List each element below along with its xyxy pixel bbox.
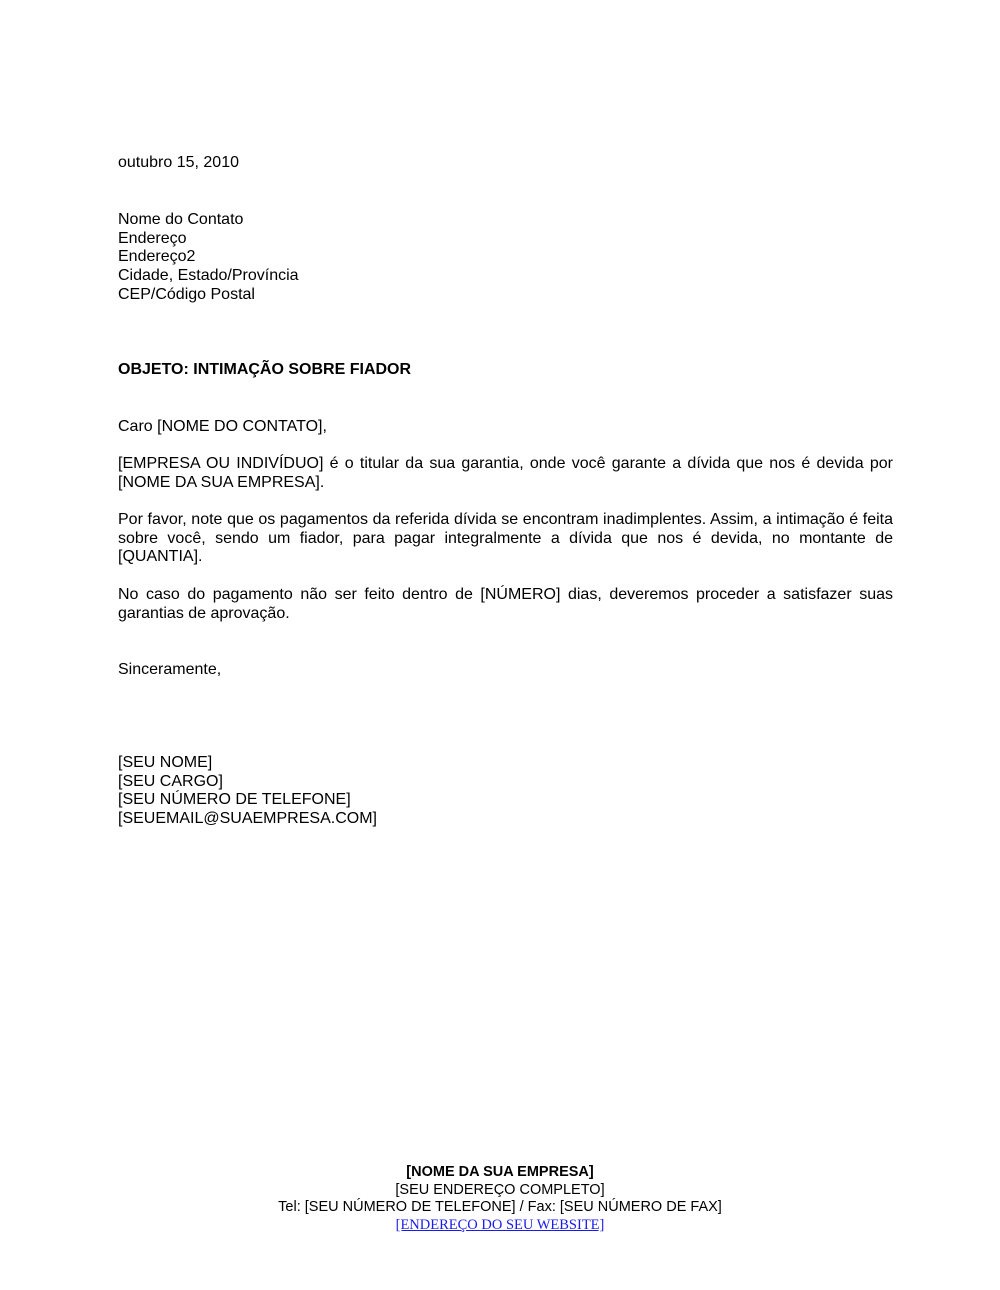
recipient-city-state: Cidade, Estado/Província [118, 267, 299, 285]
footer-company-name: [NOME DA SUA EMPRESA] [406, 1164, 594, 1180]
footer-website-link[interactable]: [ENDEREÇO DO SEU WEBSITE] [395, 1216, 605, 1233]
body-paragraph: [EMPRESA OU INDIVÍDUO] é o titular da sua garantia, onde você garante a dívida que nos é devida por [NOME DA SUA EMPRESA]. [118, 455, 893, 491]
letter-subject: OBJETO: INTIMAÇÃO SOBRE FIADOR [118, 361, 412, 378]
subject-block [118, 361, 893, 380]
footer-contact: Tel: [SEU NÚMERO DE TELEFONE] / Fax: [SEU NÚMERO DE FAX] [278, 1199, 722, 1216]
signature-title: [SEU CARGO] [118, 772, 223, 790]
recipient-postal-code: CEP/Código Postal [118, 285, 255, 303]
recipient-address-line-2: Endereço2 [118, 248, 196, 266]
signature-block [118, 754, 893, 829]
body-paragraph-2-block [118, 511, 893, 567]
letterhead-footer [0, 1164, 1000, 1234]
signature-name: [SEU NOME] [118, 754, 213, 771]
recipient-address-line-1: Endereço [118, 229, 187, 247]
closing-block [118, 661, 893, 680]
recipient-name: Nome do Contato [118, 211, 244, 228]
footer-website-row [0, 1217, 1000, 1235]
signature-phone: [SEU NÚMERO DE TELEFONE] [118, 791, 351, 809]
letter-salutation: Caro [NOME DO CONTATO], [118, 418, 327, 435]
letter-date-block [118, 154, 893, 173]
salutation-block [118, 418, 893, 437]
body-paragraph: No caso do pagamento não ser feito dentro de [NÚMERO] dias, deveremos proceder a satisfazer suas garantias de aprovação. [118, 586, 893, 622]
letter-date: outubro 15, 2010 [118, 154, 239, 171]
body-paragraph-3-block [118, 586, 893, 623]
recipient-address-block [118, 211, 893, 305]
footer-address: [SEU ENDEREÇO COMPLETO] [395, 1181, 605, 1198]
signature-email: [SEUEMAIL@SUAEMPRESA.COM] [118, 810, 377, 828]
letter-closing: Sinceramente, [118, 661, 222, 678]
body-paragraph: Por favor, note que os pagamentos da referida dívida se encontram inadimplentes. Assim, a intimação é feita sobre você, sendo um fiador, para pagar integralmente a dívida que nos é devida, no montante de [QUANTIA]. [118, 511, 893, 566]
body-paragraph-1-block [118, 455, 893, 492]
